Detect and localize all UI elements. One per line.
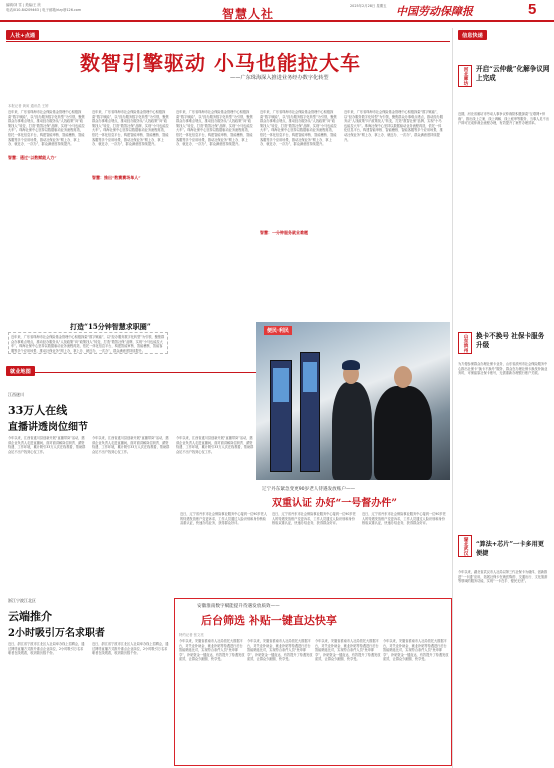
contact-line: 电话/010-84209463 | 电子邮箱/rlzy@126.com (6, 8, 82, 12)
highlight-text-col-4: 今年以来，安徽省淮南市人社局依托大数据平台，对失业补助金、就业补贴等待遇进行后台智能筛选比对，实现符合条件人员“免申即享”，补贴资金一键直达，有效提升了待遇发放质效，让群众少跑腿、快享受。 (383, 639, 449, 662)
date-line: 2025年2月28日 星期五 (350, 4, 387, 8)
story2-headline: 云端推介 (8, 610, 52, 623)
subhead-3: 智慧：一分钟服务就业难题 (260, 230, 308, 235)
kiosk-1-screen (273, 368, 289, 402)
section-label-top: 人社+点通 (6, 30, 39, 40)
story1-text-col-1: 今年以来，江西省遂川县创新开展“直播带岗”活动，邀请企业负责人走进直播间，面对面讲解岗位职责、薪资待遇、工作环境，累计吸引33万人次在线观看，帮助群众足不出户找到心仪工作。 (8, 436, 86, 454)
subhead-2: 智慧：推出“数赛赛场单人” (92, 175, 141, 180)
subhead-1: 智慧：通过“以数赋能人力” (8, 155, 57, 160)
story1-headline-2: 直播讲透岗位细节 (8, 422, 88, 433)
region-tag-2: 山东滨州 (458, 332, 472, 354)
photo-story-text-1: 近日，辽宁省丹东市社会保险事业服务中心接到一位90岁老人的待遇发放账户变更诉求，工作人员通过人脸识别和身份核验双重认证，快速办结业务，获得群众好评。 (180, 512, 267, 526)
person-2 (374, 386, 432, 480)
photo-sign: 便民·利民 (264, 326, 292, 335)
person-1-cap (342, 360, 360, 370)
top-byline: 本报记者 黄寅 通讯员 王婷 (8, 104, 49, 108)
page-header (0, 0, 554, 22)
story1-headline: 33万人在线 (8, 404, 68, 417)
photo-story-headline: 双重认证 办好“一号督办件” (272, 498, 397, 509)
photo-caption: 辽宁丹东紧急变更90岁老人待遇发放账户—— (262, 487, 356, 492)
editor-line: 编辑/刘 雪 | 美编/王 欣 (6, 3, 41, 7)
story1-text-col-3: 今年以来，江西省遂川县创新开展“直播带岗”活动，邀请企业负责人走进直播间，面对面讲解岗位职责、薪资待遇、工作环境，累计吸引33万人次在线观看，帮助群众足不出户找到心仪工作。 (176, 436, 254, 454)
top-text-col-2: 近年来，广东省珠海市社会保险基金管理中心积极探索“数字赋能”，以“经办服务数字化转型”为引领，聚焦群众办事难点堵点，推动经办服务从“人找政策”向“政策找人”转变，打造“数智社保”品牌，实现“小马也能拉大车”。珠海社保中心坚持以数据驱动业务流程再造，依托一体化信息平台，构建智能审核、智能稽核、智能客服等多个应用场景，推动社保业务“网上办、掌上办、就近办、一次办”，群众满意度持续提升。 (92, 110, 169, 147)
highlight-text-col-2: 今年以来，安徽省淮南市人社局依托大数据平台，对失业补助金、就业补贴等待遇进行后台智能筛选比对，实现符合条件人员“免申即享”，补贴资金一键直达，有效提升了待遇发放质效，让群众少跑腿、快享受。 (247, 639, 313, 662)
page-title: 智慧人社 (222, 7, 275, 21)
highlight-byline: 特约记者 张文亮 (179, 633, 204, 637)
highlight-headline: 后台筛选 补贴一键直达快享 (201, 614, 337, 627)
right-item-2-text: 为方便参保群众办理社保卡业务，山东省滨州市社会保险服务中心推出社保卡“换卡不换号”服务，群众在办理社保卡换发补换业务时，可保留原社保卡账号，无需重新办理银行账户关联。 (458, 362, 548, 376)
masthead: 中国劳动保障报 (396, 5, 473, 18)
news-photo (256, 322, 450, 480)
top-text-col-4: 近年来，广东省珠海市社会保险基金管理中心积极探索“数字赋能”，以“经办服务数字化转型”为引领，聚焦群众办事难点堵点，推动经办服务从“人找政策”向“政策找人”转变，打造“数智社保”品牌，实现“小马也能拉大车”。珠海社保中心坚持以数据驱动业务流程再造，依托一体化信息平台，构建智能审核、智能稽核、智能客服等多个应用场景，推动社保业务“网上办、掌上办、就近办、一次办”，群众满意度持续提升。 (260, 110, 337, 147)
column-divider-right (452, 28, 453, 768)
top-subheadline: ——广东珠海深入推进业务经办数字化转型 (230, 75, 329, 81)
right-item-1-text: 近期，河北省廊坊市劳动人事争议仲裁院积极探索“互联网+仲裁”，推出线上立案、线上调解、线上庭审等服务，当事人足不出户即可完成仲裁全流程办理，有效提升了案件办理效率。 (458, 112, 549, 126)
highlight-box (174, 598, 452, 766)
photo-story-text-2: 近日，辽宁省丹东市社会保险事业服务中心接到一位90岁老人的待遇发放账户变更诉求，工作人员通过人脸识别和身份核验双重认证，快速办结业务，获得群众好评。 (272, 512, 356, 526)
right-item-3-title: “算法+芯片”一卡多用更便捷 (476, 541, 544, 557)
top-text-col-1: 近年来，广东省珠海市社会保险基金管理中心积极探索“数字赋能”，以“经办服务数字化转型”为引领，聚焦群众办事难点堵点，推动经办服务从“人找政策”向“政策找人”转变，打造“数智社保”品牌，实现“小马也能拉大车”。珠海社保中心坚持以数据驱动业务流程再造，依托一体化信息平台，构建智能审核、智能稽核、智能客服等多个应用场景，推动社保业务“网上办、掌上办、就近办、一次办”，群众满意度持续提升。 (8, 110, 85, 147)
sidebar-title: 打造“15分钟智慧求职圈” (70, 322, 151, 331)
story2-headline-2: 2小时吸引万名求职者 (8, 628, 105, 639)
sidebar-text: 近年来，广东省珠海市社会保险基金管理中心积极探索“数字赋能”，以“经办服务数字化转型”为引领，聚焦群众办事难点堵点，推动经办服务从“人找政策”向“政策找人”转变，打造“数智社保”品牌，实现“小马也能拉大车”。珠海社保中心坚持以数据驱动业务流程再造，依托一体化信息平台，构建智能审核、智能稽核、智能客服等多个应用场景，推动社保业务“网上办、掌上办、就近办、一次办”，群众满意度持续提升。 (8, 332, 168, 354)
story2-region: 浙江宁波江北区 (8, 598, 36, 603)
top-headline: 数智引擎驱动 小马也能拉大车 (80, 51, 361, 75)
region-tag-3: 湖北武汉 (458, 535, 472, 557)
person-2-head (394, 366, 412, 388)
page-number: 5 (528, 1, 537, 18)
story2-text-col-1: 近日，浙江省宁波市江北区人社局举办线上招聘会，通过网络直播方式推介重点企业岗位，2小时吸引万名求职者在线观看，收到简历数千份。 (8, 642, 85, 656)
highlight-caption: 安徽淮南数字赋能提升待遇发放质效—— (197, 604, 280, 609)
highlight-text-col-3: 今年以来，安徽省淮南市人社局依托大数据平台，对失业补助金、就业补贴等待遇进行后台智能筛选比对，实现符合条件人员“免申即享”，补贴资金一键直达，有效提升了待遇发放质效，让群众少跑腿、快享受。 (315, 639, 381, 662)
highlight-text-col-1: 今年以来，安徽省淮南市人社局依托大数据平台，对失业补助金、就业补贴等待遇进行后台智能筛选比对，实现符合条件人员“免申即享”，补贴资金一键直达，有效提升了待遇发放质效，让群众少跑腿、快享受。 (179, 639, 245, 662)
region-tag-1: 河北廊坊 (458, 65, 472, 87)
top-text-col-5: 近年来，广东省珠海市社会保险基金管理中心积极探索“数字赋能”，以“经办服务数字化转型”为引领，聚焦群众办事难点堵点，推动经办服务从“人找政策”向“政策找人”转变，打造“数智社保”品牌，实现“小马也能拉大车”。珠海社保中心坚持以数据驱动业务流程再造，依托一体化信息平台，构建智能审核、智能稽核、智能客服等多个应用场景，推动社保业务“网上办、掌上办、就近办、一次办”，群众满意度持续提升。 (344, 110, 443, 142)
top-text-col-3: 近年来，广东省珠海市社会保险基金管理中心积极探索“数字赋能”，以“经办服务数字化转型”为引领，聚焦群众办事难点堵点，推动经办服务从“人找政策”向“政策找人”转变，打造“数智社保”品牌，实现“小马也能拉大车”。珠海社保中心坚持以数据驱动业务流程再造，依托一体化信息平台，构建智能审核、智能稽核、智能客服等多个应用场景，推动社保业务“网上办、掌上办、就近办、一次办”，群众满意度持续提升。 (176, 110, 253, 147)
person-1 (332, 382, 372, 480)
editor-info (6, 3, 166, 13)
story1-text-col-2: 今年以来，江西省遂川县创新开展“直播带岗”活动，邀请企业负责人走进直播间，面对面讲解岗位职责、薪资待遇、工作环境，累计吸引33万人次在线观看，帮助群众足不出户找到心仪工作。 (92, 436, 170, 454)
section-label-right: 信息快递 (458, 30, 487, 40)
photo-story-text-3: 近日，辽宁省丹东市社会保险事业服务中心接到一位90岁老人的待遇发放账户变更诉求，工作人员通过人脸识别和身份核验双重认证，快速办结业务，获得群众好评。 (362, 512, 446, 526)
story1-region: 江西遂川 (8, 392, 24, 397)
right-item-2-title: 换卡不换号 社保卡服务升级 (476, 332, 545, 349)
story2-text-col-2: 近日，浙江省宁波市江北区人社局举办线上招聘会，通过网络直播方式推介重点企业岗位，2小时吸引万名求职者在线观看，收到简历数千份。 (92, 642, 169, 656)
section-label-jobs: 就业地图 (6, 366, 35, 376)
section-rule (6, 41, 450, 42)
kiosk-2-screen (303, 362, 317, 392)
right-item-3-text: 今年以来，湖北省武汉市人社局以第三代社保卡为载体，创新推进“一卡通”应用，拓展社保卡在就医购药、交通出行、文化旅游等领域的服务功能，实现“一卡在手、便民无忧”。 (458, 570, 548, 584)
right-item-1-title: 开启“云仲裁”化解争议网上完成 (476, 65, 550, 82)
